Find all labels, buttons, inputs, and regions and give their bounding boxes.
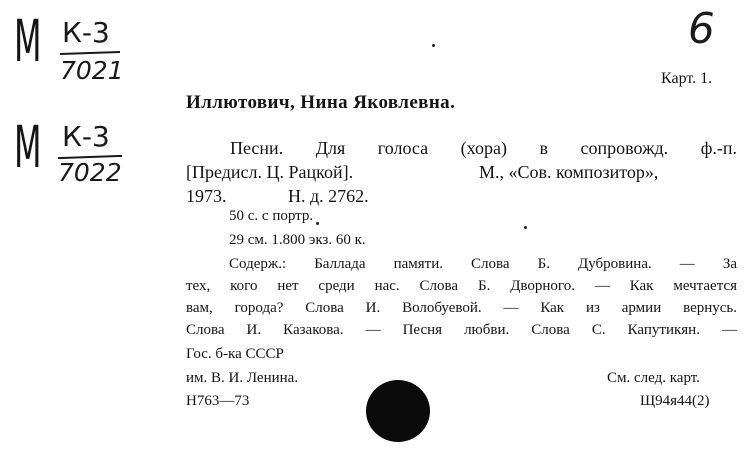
description-line-2-right: М., «Сов. композитор»,: [479, 162, 659, 182]
classification-code: Щ94я44(2): [640, 393, 710, 409]
handwritten-letter-2: М: [14, 113, 42, 181]
library-name-line-1: Гос. б-ка СССР: [186, 346, 284, 362]
handwritten-number-1: 7021: [60, 56, 124, 85]
contents-line-3: вам, города? Слова И. Волобуевой. — Как из армии вернусь.: [186, 300, 737, 316]
contents-line-4: Слова И. Казакова. — Песня любви. Слова С. Капутикян. —: [186, 322, 737, 338]
order-number: Н763—73: [186, 393, 250, 409]
see-next-card: См. след. карт.: [607, 370, 700, 386]
size-price-info: 29 см. 1.800 экз. 60 к.: [229, 232, 366, 248]
card-hole-blot: [366, 380, 430, 442]
handwritten-number-2: 7022: [58, 158, 122, 187]
contents-line-2: тех, кого нет среди нас. Слова Б. Дворного. — Как мечтается: [186, 278, 737, 294]
handwritten-letter-1: М: [14, 7, 42, 75]
card-label: Карт. 1.: [661, 70, 713, 87]
publication-year: 1973.: [186, 186, 227, 206]
handwritten-code-1: К-3: [62, 16, 110, 49]
publisher-number: Н. д. 2762.: [288, 186, 369, 206]
library-name-line-2: им. В. И. Ленина.: [186, 370, 299, 386]
speck: [432, 44, 435, 47]
pages-info: 50 с. с портр.: [229, 208, 314, 224]
handwritten-code-2: К-3: [62, 120, 110, 153]
speck: [524, 226, 527, 229]
description-line-1: Песни. Для голоса (хора) в сопровожд. ф.-п.: [230, 138, 737, 158]
contents-line-1: Содерж.: Баллада памяти. Слова Б. Дубровина. — За: [229, 256, 737, 272]
author-heading: Иллютович, Нина Яковлевна.: [186, 92, 456, 113]
handwritten-underline-1: [60, 51, 120, 55]
description-line-2-left: [Предисл. Ц. Рацкой].: [186, 162, 354, 182]
speck: [316, 222, 319, 225]
handwritten-corner-number: 6: [688, 4, 715, 53]
